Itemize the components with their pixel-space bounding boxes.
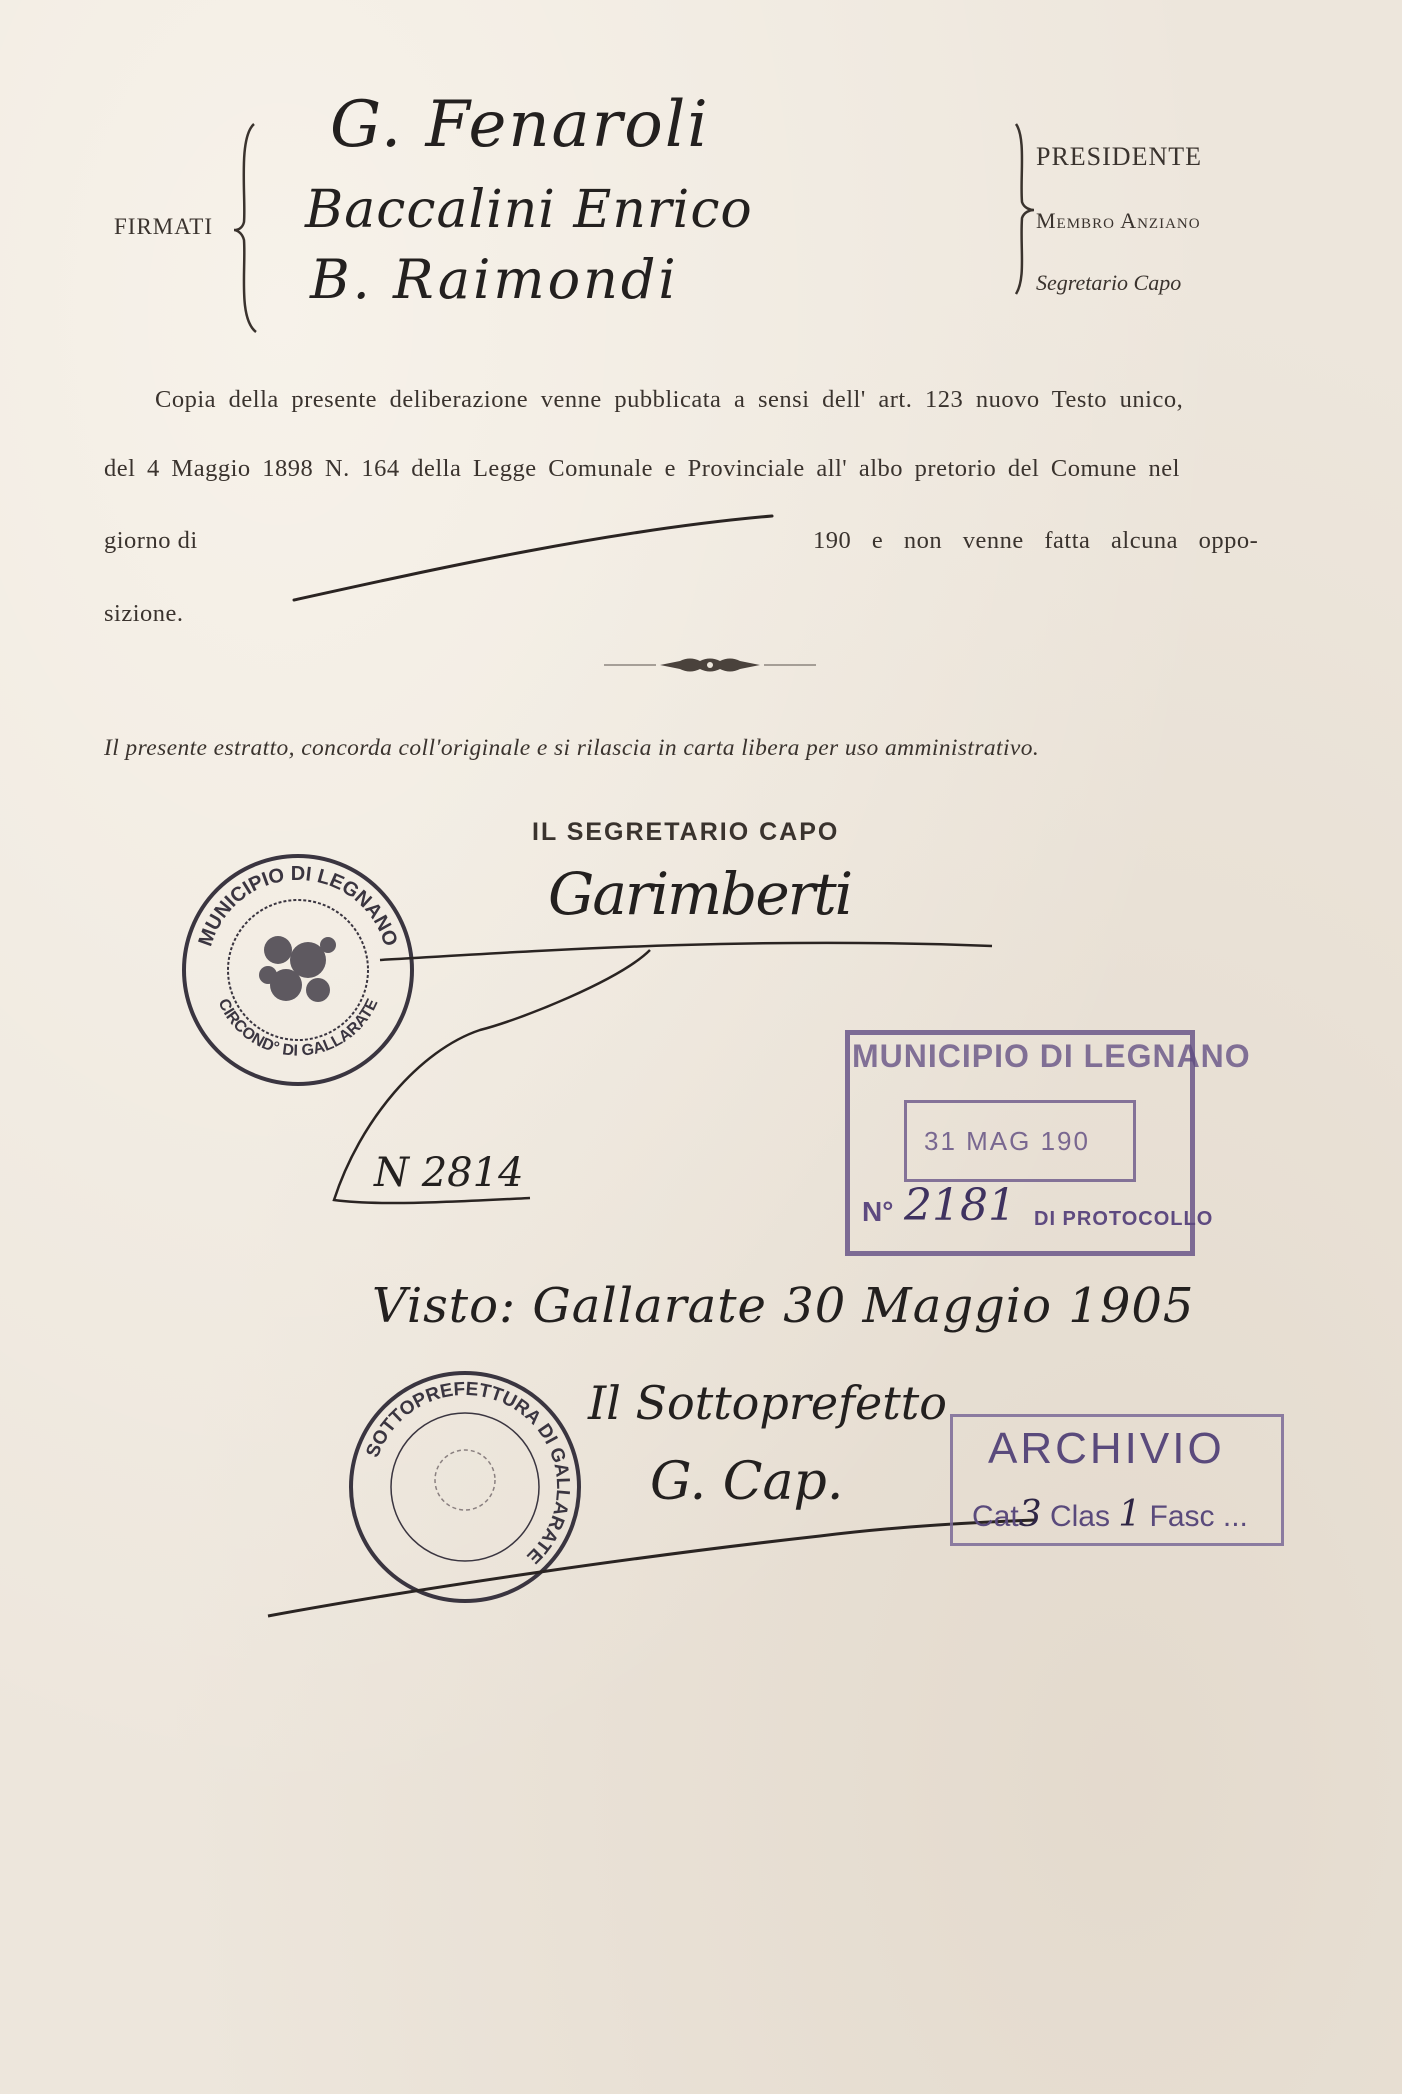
publication-line-1: Copia della presente deliberazione venne pubblicata a sensi dell' art. 123 nuovo Testo unico,	[155, 386, 1184, 413]
role-secretary: Segretario Capo	[1036, 270, 1182, 295]
role-president: PRESIDENTE	[1036, 142, 1202, 171]
sottoprefetto-role: Il Sottoprefetto	[588, 1376, 947, 1430]
protocol-stamp-number-prefix: N°	[862, 1196, 894, 1227]
publication-line-3-end: 190 e non venne fatta alcuna oppo-	[813, 527, 1259, 554]
visto-annotation: Visto: Gallarate 30 Maggio 1905	[372, 1278, 1195, 1334]
secretary-protocol-note: N 2814	[374, 1150, 524, 1196]
archive-clas-value: 1	[1118, 1494, 1142, 1535]
date-strike-line	[290, 510, 790, 606]
archive-clas-label: Clas	[1049, 1500, 1110, 1533]
sottoprefetto-flourish	[260, 1476, 1040, 1626]
protocol-stamp-label: DI PROTOCOLLO	[1034, 1208, 1214, 1230]
publication-line-2: del 4 Maggio 1898 N. 164 della Legge Comunale e Provinciale all' albo pretorio del Comune nel	[104, 455, 1180, 482]
archive-fasc-label: Fasc ...	[1149, 1500, 1248, 1533]
left-brace	[232, 118, 262, 338]
secretary-chief-signature: B. Raimondi	[310, 248, 679, 311]
archive-stamp-fields	[972, 1494, 1248, 1535]
role-member: Membro Anziano	[1036, 208, 1201, 233]
protocol-stamp-header: MUNICIPIO DI LEGNANO	[852, 1038, 1251, 1074]
extract-certification: Il presente estratto, concorda coll'originale e si rilascia in carta libera per uso amministrativo.	[104, 735, 1040, 761]
secretary-title: IL SEGRETARIO CAPO	[532, 818, 840, 846]
publication-line-4: sizione.	[104, 600, 184, 627]
legnano-seal-bottom-text: CIRCOND° DI GALLARATE	[214, 996, 382, 1060]
archive-stamp-title: ARCHIVIO	[988, 1424, 1225, 1473]
secretary-signature: Garimberti	[548, 860, 852, 928]
right-brace	[1008, 118, 1038, 298]
archive-cat-label: Cat	[972, 1500, 1019, 1533]
protocol-stamp-number: 2181	[904, 1180, 1016, 1231]
publication-line-3-start: giorno di	[104, 527, 198, 554]
signed-label: FIRMATI	[114, 214, 214, 239]
gallarate-seal-text: SOTTOPREFETTURA DI GALLARATE	[362, 1378, 574, 1568]
archive-cat-value: 3	[1018, 1494, 1042, 1535]
sottoprefetto-signature: G. Cap.	[650, 1452, 844, 1512]
protocol-stamp-date: 31 MAG 190	[924, 1126, 1090, 1156]
legnano-seal-top-text: MUNICIPIO DI LEGNANO	[194, 862, 402, 950]
ornament-divider	[600, 652, 820, 678]
member-signature: Baccalini Enrico	[305, 180, 753, 240]
president-signature: G. Fenaroli	[330, 88, 710, 162]
